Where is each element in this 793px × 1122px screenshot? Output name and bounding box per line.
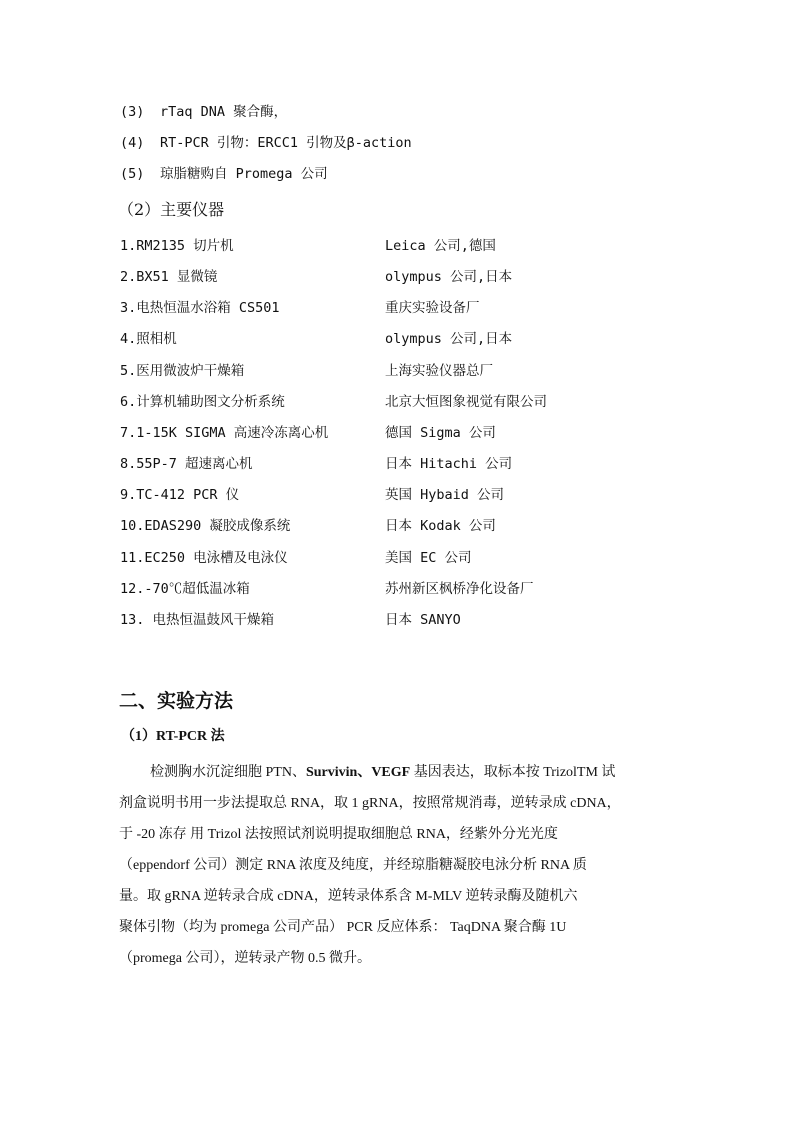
reagent-text: rTaq DNA 聚合酶，: [160, 104, 288, 120]
paragraph-text: 、: [357, 765, 372, 780]
instrument-name: 5.医用微波炉干燥箱: [120, 363, 245, 379]
reagent-text: RT-PCR 引物：ERCC1 引物及β-action: [160, 135, 412, 151]
paragraph-line: 聚体引物（均为 promega 公司产品） PCR 反应体系： TaqDNA 聚合酶 1U: [119, 920, 567, 935]
instrument-maker: 北京大恒图象视觉有限公司: [385, 394, 547, 410]
paragraph-line: 量。取 gRNA 逆转录合成 cDNA，逆转录体系含 M-MLV 逆转录酶及随机六: [119, 889, 578, 904]
reagent-item-3: [120, 102, 287, 122]
paragraph-line: 于 -20 冻存 用 Trizol 法按照试剂说明提取细胞总 RNA，经紫外分光光度: [119, 827, 558, 842]
instrument-maker: 英国 Hybaid 公司: [385, 487, 505, 503]
instrument-name: 4.照相机: [120, 331, 177, 347]
instrument-maker: 日本 Hitachi 公司: [385, 456, 513, 472]
instrument-name: 7.1-15K SIGMA 高速冷冻离心机: [120, 425, 329, 441]
paragraph-line: （promega 公司），逆转录产物 0.5 微升。: [119, 951, 371, 966]
instrument-name: 13. 电热恒温鼓风干燥箱: [120, 612, 275, 628]
instrument-maker: 上海实验仪器总厂: [385, 363, 493, 379]
instrument-name: 1.RM2135 切片机: [120, 238, 234, 254]
subsection-title: （1）RT-PCR 法: [121, 729, 225, 744]
instrument-maker: 日本 Kodak 公司: [385, 518, 496, 534]
instrument-name: 9.TC-412 PCR 仪: [120, 487, 240, 503]
instrument-maker: 美国 EC 公司: [385, 550, 472, 566]
instrument-maker: 苏州新区枫桥净化设备厂: [385, 581, 534, 597]
section-title: 二、实验方法: [119, 690, 234, 712]
instruments-heading: （2）主要仪器: [118, 200, 225, 219]
reagent-item-4: [120, 133, 412, 153]
paragraph-text: 检测胸水沉淀细胞 PTN、: [150, 765, 306, 780]
reagent-item-5: [120, 164, 328, 184]
reagent-number: (5): [120, 166, 145, 182]
instrument-name: 11.EC250 电泳槽及电泳仪: [120, 550, 288, 566]
instrument-name: 6.计算机辅助图文分析系统: [120, 394, 285, 410]
instrument-name: 3.电热恒温水浴箱 CS501: [120, 300, 280, 316]
instrument-name: 12.-70℃超低温冰箱: [120, 581, 250, 597]
instrument-maker: Leica 公司,德国: [385, 238, 496, 254]
instrument-name: 8.55P-7 超速离心机: [120, 456, 253, 472]
paragraph-text: 基因表达，取标本按 TrizolTM 试: [410, 765, 616, 780]
method-paragraph: [119, 757, 659, 974]
reagent-text: 琼脂糖购自 Promega 公司: [160, 166, 328, 182]
instrument-maker: 德国 Sigma 公司: [385, 425, 496, 441]
instrument-maker: olympus 公司,日本: [385, 331, 513, 347]
paragraph-line: [119, 757, 659, 788]
gene-name-vegf: VEGF: [371, 765, 411, 780]
instrument-maker: 日本 SANYO: [385, 612, 461, 628]
instrument-maker: 重庆实验设备厂: [385, 300, 480, 316]
instrument-name: 10.EDAS290 凝胶成像系统: [120, 518, 291, 534]
gene-name-survivin: Survivin: [305, 765, 358, 780]
paragraph-line: （eppendorf 公司）测定 RNA 浓度及纯度，并经琼脂糖凝胶电泳分析 RNA 质: [119, 858, 587, 873]
paragraph-line: 剂盒说明书用一步法提取总 RNA，取 1 gRNA，按照常规消毒，逆转录成 cDNA，: [119, 796, 621, 811]
reagent-number: (4): [120, 135, 145, 151]
instrument-name: 2.BX51 显微镜: [120, 269, 218, 285]
reagent-number: (3): [120, 104, 145, 120]
instrument-maker: olympus 公司,日本: [385, 269, 513, 285]
